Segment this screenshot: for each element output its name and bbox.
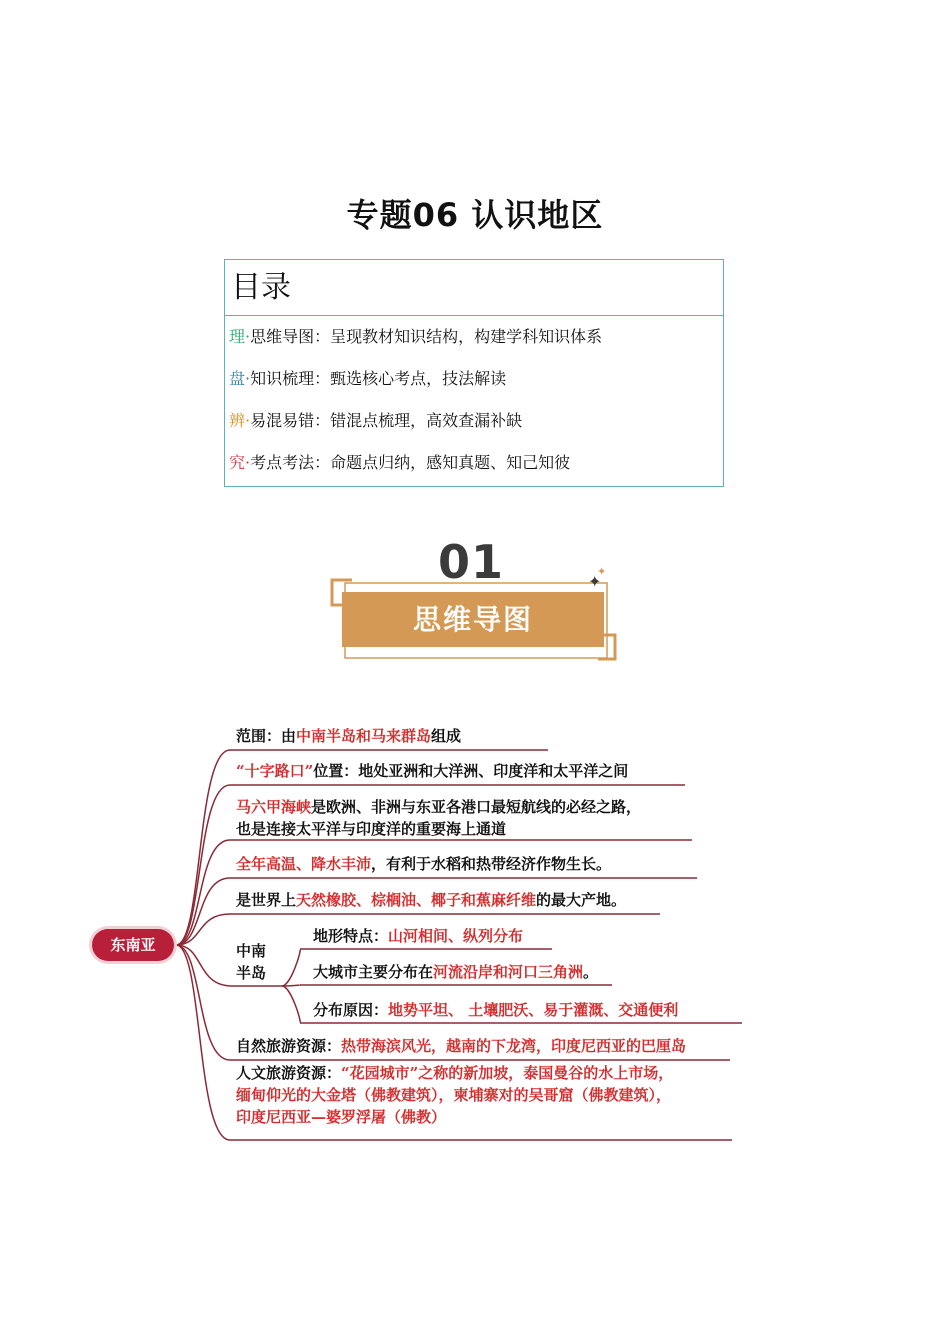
- section-label: 思维导图: [342, 592, 604, 647]
- branch-text-run: 马六甲海峡: [236, 798, 312, 816]
- section-badge: [330, 535, 620, 665]
- branch-text-run: 位置：地处亚洲和大洋洲、印度洋和太平洋之间: [313, 762, 629, 780]
- branch-text-run: 缅甸仰光的大金塔（佛教建筑），柬埔寨对的吴哥窟（佛教建筑），: [236, 1086, 672, 1104]
- toc-tag: 理: [229, 327, 246, 346]
- toc-desc: ：呈现教材知识结构，构建学科知识体系: [314, 327, 603, 346]
- branch-connector: [176, 945, 232, 986]
- toc-heading: 目录: [225, 260, 723, 316]
- branch-text-run: “花园城市”之称的新加坡，泰国曼谷的水上市场，: [341, 1064, 674, 1082]
- branch-text-run: 自然旅游资源：: [236, 1037, 342, 1055]
- branch-text: [236, 1106, 446, 1128]
- sub-branch-text: [313, 999, 678, 1021]
- branch-text-run: 中南半岛和马来群岛: [296, 727, 432, 745]
- branch-connector: [176, 785, 230, 945]
- toc-dot: ·: [245, 411, 251, 430]
- sub-branch-text: [313, 961, 598, 983]
- branch-text-run: 全年高温、降水丰沛: [236, 855, 372, 873]
- branch-text-run: 大城市主要分布在: [313, 963, 434, 981]
- toc-name: 易混易错: [250, 411, 315, 430]
- branch-text-run: 人文旅游资源：: [236, 1064, 342, 1082]
- page-title: 专题06 认识地区: [346, 196, 604, 234]
- toc-dot: ·: [245, 327, 251, 346]
- branch-text-run: 分布原因：: [313, 1001, 389, 1019]
- toc-row: [225, 442, 723, 484]
- toc-desc: ：命题点归纳，感知真题、知己知彼: [314, 453, 571, 472]
- branch-text: [236, 796, 641, 818]
- svg-text:✦: ✦: [588, 572, 602, 591]
- section-number: 01: [438, 535, 505, 589]
- branch-text-run: “十字路口”: [236, 762, 314, 780]
- branch-text-run: 组成: [431, 727, 462, 745]
- branch-connector: [282, 986, 300, 1023]
- mind-map: [0, 700, 950, 1160]
- branch-text: [236, 725, 461, 747]
- branch-connector: [176, 878, 230, 945]
- sub-root-label: 半岛: [236, 964, 267, 982]
- svg-text:✦: ✦: [597, 565, 607, 578]
- toc-dot: ·: [245, 453, 251, 472]
- toc-tag: 究: [229, 453, 246, 472]
- branch-text: [236, 818, 506, 840]
- toc-desc: ：错混点梳理，高效查漏补缺: [314, 411, 523, 430]
- table-of-contents: [224, 259, 724, 487]
- branch-connector: [176, 945, 230, 1140]
- branch-text-run: ，有利于水稻和热带经济作物生长。: [371, 855, 612, 873]
- branch-text-run: 印度尼西亚—婆罗浮屠（佛教）: [236, 1108, 447, 1126]
- branch-text-run: 河流沿岸和河口三角洲: [433, 963, 584, 981]
- branch-text: [236, 1062, 673, 1084]
- branch-connector: [282, 949, 300, 986]
- toc-name: 思维导图: [250, 327, 315, 346]
- toc-desc: ：甄选核心考点，技法解读: [314, 369, 507, 388]
- branch-text-run: 是欧洲、非洲与东亚各港口最短航线的必经之路，: [311, 798, 642, 816]
- toc-row: [225, 400, 723, 442]
- branch-connector: [176, 945, 230, 1060]
- branch-text: [236, 1084, 671, 1106]
- branch-text-run: 地形特点：: [313, 927, 389, 945]
- toc-row: [225, 316, 723, 358]
- branch-text: [236, 1035, 686, 1057]
- branch-text-run: 范围：由: [236, 727, 297, 745]
- toc-row: [225, 358, 723, 400]
- branch-text-run: 。: [583, 963, 599, 981]
- branch-text-run: 是世界上: [236, 891, 297, 909]
- branch-connector: [176, 840, 230, 945]
- sub-branch-text: [313, 925, 523, 947]
- toc-name: 考点考法: [250, 453, 315, 472]
- branch-text-run: 的最大产地。: [536, 891, 627, 909]
- branch-text: [236, 760, 628, 782]
- branch-text: [236, 853, 611, 875]
- branch-text-run: 山河相间、纵列分布: [388, 927, 524, 945]
- toc-tag: 辨: [229, 411, 246, 430]
- toc-dot: ·: [245, 369, 251, 388]
- branch-text-run: 也是连接太平洋与印度洋的重要海上通道: [236, 820, 507, 838]
- toc-name: 知识梳理: [250, 369, 315, 388]
- branch-text-run: 地势平坦、 土壤肥沃、易于灌溉、交通便利: [388, 1001, 679, 1019]
- branch-text-run: 天然橡胶、棕榈油、椰子和蕉麻纤维: [296, 891, 537, 909]
- toc-tag: 盘: [229, 369, 246, 388]
- mind-map-root: 东南亚: [92, 929, 174, 961]
- branch-text: [236, 889, 626, 911]
- sub-root-label: 中南: [236, 942, 267, 960]
- branch-text-run: 热带海滨风光，越南的下龙湾，印度尼西亚的巴厘岛: [341, 1037, 687, 1055]
